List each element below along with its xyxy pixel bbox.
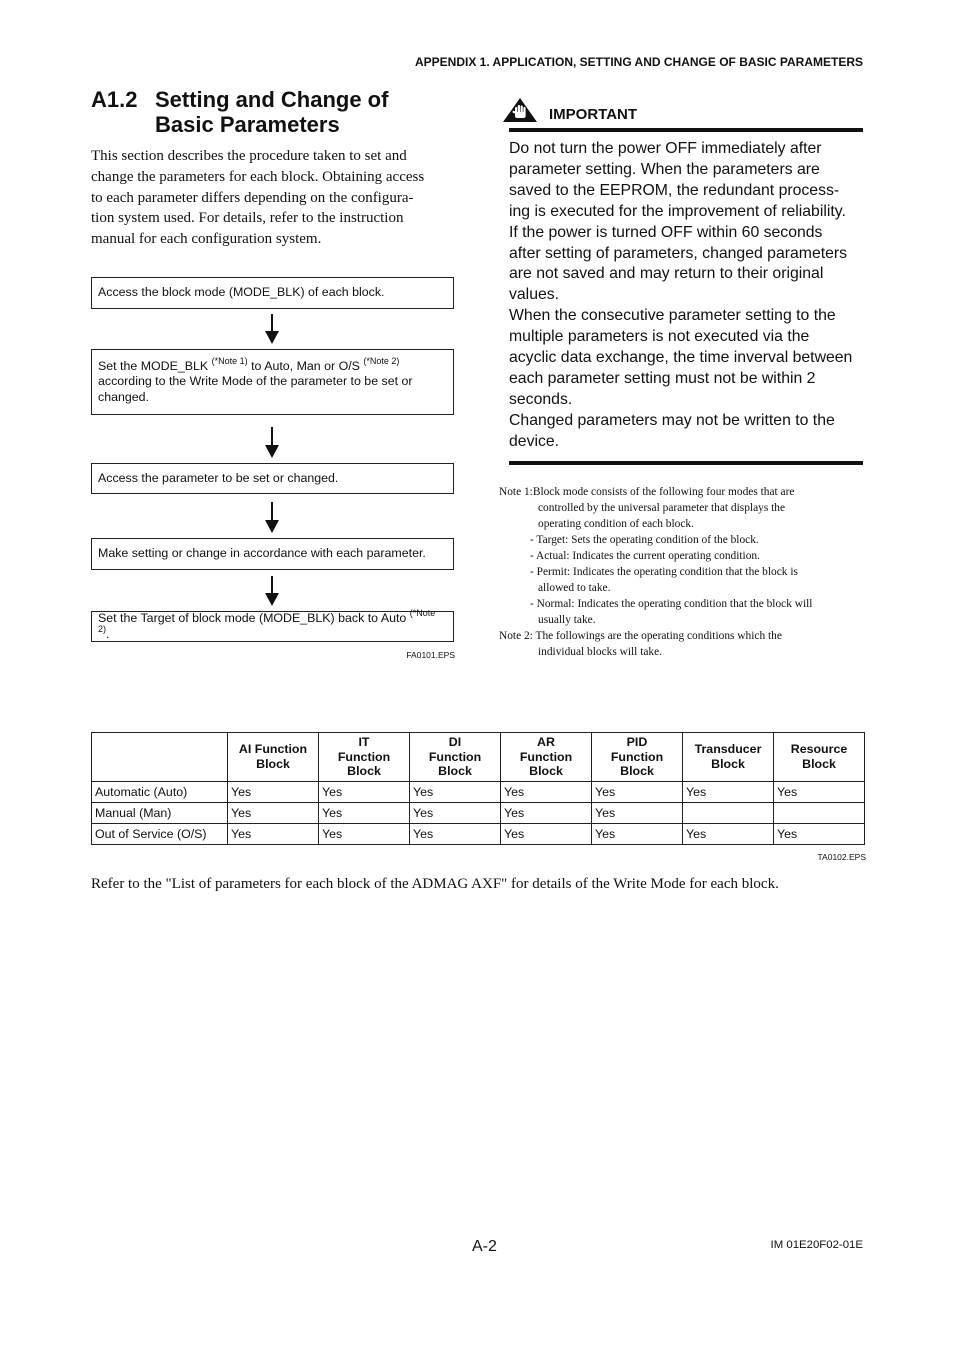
flow-step-make-setting xyxy=(91,538,454,570)
flow-arrow-down-icon xyxy=(265,314,279,344)
note-normal-cont: usually take. xyxy=(538,614,596,626)
table-row xyxy=(92,782,865,803)
table-row xyxy=(92,824,865,845)
flow-step-set-target-auto xyxy=(91,608,454,642)
flow-arrow-down-icon xyxy=(265,427,279,458)
flow-step-text: Access the parameter to be set or changed. xyxy=(98,470,339,485)
table-header-cell xyxy=(774,733,865,782)
document-id: IM 01E20F02-01E xyxy=(770,1239,863,1251)
flow-arrow-down-icon xyxy=(265,576,279,606)
table-cell: Yes xyxy=(774,782,865,803)
important-line: Changed parameters may not be written to the xyxy=(509,411,835,429)
table-header-row xyxy=(92,733,865,782)
table-cell: Yes xyxy=(592,782,683,803)
intro-line: manual for each configuration system. xyxy=(91,231,322,248)
flow-arrow-down-icon xyxy=(265,502,279,533)
intro-paragraph xyxy=(91,146,457,250)
note2-ref: (*Note 2) xyxy=(98,608,436,634)
note-permit: - Permit: Indicates the operating condition that the block is xyxy=(530,566,798,578)
important-line: Do not turn the power OFF immediately after xyxy=(509,140,822,157)
important-line: each parameter setting must not be within 2 xyxy=(509,369,816,387)
header-line: Block xyxy=(347,764,381,779)
table-header-cell xyxy=(592,733,683,782)
flow-step-text-c: according to the Write Mode of the parameter to be set or changed. xyxy=(98,374,413,404)
flow-step-access-mode xyxy=(91,277,454,309)
table-cell: Yes xyxy=(410,782,501,803)
table-cell: Yes xyxy=(410,824,501,845)
section-title xyxy=(91,87,388,137)
important-line: device. xyxy=(509,432,560,450)
header-line: Transducer xyxy=(694,742,762,757)
table-cell: Yes xyxy=(774,824,865,845)
note1-line: Note 1:Block mode consists of the following four modes that are xyxy=(499,486,795,498)
table-cell xyxy=(774,803,865,824)
note1-ref: (*Note 1) xyxy=(211,355,248,366)
flow-step-text-b: to Auto, Man or O/S xyxy=(247,358,364,373)
important-line: If the power is turned OFF within 60 seconds xyxy=(509,223,823,241)
table-cell: Yes xyxy=(683,824,774,845)
header-line: Resource xyxy=(790,742,848,757)
table-cell xyxy=(683,803,774,824)
flow-step-text: Make setting or change in accordance with each parameter. xyxy=(98,546,426,561)
header-line: Block xyxy=(711,757,745,771)
header-line: Function xyxy=(337,749,391,764)
header-line: AR xyxy=(537,735,555,750)
header-line: Block xyxy=(802,757,836,771)
intro-line: change the parameters for each block. Obtaining access xyxy=(91,168,425,185)
table-header-cell xyxy=(683,733,774,782)
important-line: are not saved and may return to their original xyxy=(509,265,824,283)
section-title-line1: Setting and Change of xyxy=(155,87,389,112)
header-line: Block xyxy=(438,764,472,779)
header-line: Block xyxy=(256,757,290,771)
header-line: Block xyxy=(529,764,563,779)
note2-ref: (*Note 2) xyxy=(363,355,400,366)
flow-step-text-a: Set the MODE_BLK xyxy=(98,358,212,373)
intro-line: to each parameter differs depending on the configura- xyxy=(91,189,414,206)
important-line: parameter setting. When the parameters are xyxy=(509,160,820,178)
flow-step-text xyxy=(98,608,447,642)
table-cell: Yes xyxy=(501,803,592,824)
table-row xyxy=(92,803,865,824)
row-label: Automatic (Auto) xyxy=(92,782,228,803)
important-line: saved to the EEPROM, the redundant process- xyxy=(509,181,840,199)
note1-line: operating condition of each block. xyxy=(538,518,694,530)
table-cell: Yes xyxy=(319,824,410,845)
important-line: acyclic data exchange, the time inverval between xyxy=(509,349,853,367)
block-mode-table xyxy=(91,732,865,845)
important-body xyxy=(509,139,865,453)
flow-step-set-mode xyxy=(91,349,454,415)
flow-step-access-parameter xyxy=(91,463,454,494)
flow-step-text: Access the block mode (MODE_BLK) of each block. xyxy=(98,285,385,300)
table-cell: Yes xyxy=(228,782,319,803)
flow-step-text-a: Set the Target of block mode (MODE_BLK) back to Auto xyxy=(98,611,410,625)
table-cell: Yes xyxy=(319,803,410,824)
refer-text: Refer to the "List of parameters for each block of the ADMAG AXF" for details of the Write Mode for each block. xyxy=(91,876,779,892)
notes xyxy=(499,484,863,660)
header-line: PID xyxy=(626,735,648,750)
table-cell: Yes xyxy=(592,803,683,824)
table-header-cell xyxy=(501,733,592,782)
flow-step-text xyxy=(98,355,447,406)
intro-line: This section describes the procedure taken to set and xyxy=(91,148,407,164)
table-header-cell xyxy=(228,733,319,782)
table-header-cell xyxy=(92,733,228,782)
header-line: AI Function xyxy=(238,742,308,757)
page-number: A-2 xyxy=(472,1238,497,1255)
table-header-cell xyxy=(410,733,501,782)
note-normal: - Normal: Indicates the operating condition that the block will xyxy=(530,598,813,610)
intro-line: tion system used. For details, refer to the instruction xyxy=(91,210,404,227)
header-line: Function xyxy=(519,749,573,764)
table-cell: Yes xyxy=(592,824,683,845)
header-line: Function xyxy=(610,749,664,764)
table-cell: Yes xyxy=(319,782,410,803)
table-cell: Yes xyxy=(228,824,319,845)
table-cell: Yes xyxy=(683,782,774,803)
header-line: IT xyxy=(358,735,370,750)
important-line: seconds. xyxy=(509,390,573,408)
note2-line: individual blocks will take. xyxy=(538,646,663,658)
table-figure-id: TA0102.EPS xyxy=(817,852,866,862)
row-label: Manual (Man) xyxy=(92,803,228,824)
hand-stop-warning-icon xyxy=(502,97,538,128)
important-line: ing is executed for the improvement of reliability. xyxy=(509,202,846,220)
important-line: multiple parameters is not executed via the xyxy=(509,328,810,346)
table-cell: Yes xyxy=(501,824,592,845)
important-line: When the consecutive parameter setting to the xyxy=(509,307,836,325)
important-top-rule xyxy=(509,128,863,132)
important-label: IMPORTANT xyxy=(549,106,638,123)
important-line: after setting of parameters, changed parameters xyxy=(509,244,848,262)
figure-id: FA0101.EPS xyxy=(406,650,455,660)
note2-line: Note 2: The followings are the operating conditions which the xyxy=(499,630,782,642)
table-cell: Yes xyxy=(228,803,319,824)
important-bottom-rule xyxy=(509,461,863,465)
note-target: - Target: Sets the operating condition of the block. xyxy=(530,534,759,546)
important-line: values. xyxy=(509,286,560,304)
table-cell: Yes xyxy=(410,803,501,824)
header-line: DI xyxy=(448,735,462,750)
header-line: Block xyxy=(620,764,654,779)
table-header-cell xyxy=(319,733,410,782)
row-label: Out of Service (O/S) xyxy=(92,824,228,845)
section-number: A1.2 xyxy=(91,87,138,112)
note-permit-cont: allowed to take. xyxy=(538,582,611,594)
flow-step-text-end: . xyxy=(106,626,110,641)
header-line: Function xyxy=(428,749,482,764)
note1-line: controlled by the universal parameter that displays the xyxy=(538,502,786,514)
running-header: APPENDIX 1. APPLICATION, SETTING AND CHANGE OF BASIC PARAMETERS xyxy=(414,55,863,69)
table-cell: Yes xyxy=(501,782,592,803)
section-title-line2: Basic Parameters xyxy=(155,112,340,137)
note-actual: - Actual: Indicates the current operating condition. xyxy=(530,550,760,562)
